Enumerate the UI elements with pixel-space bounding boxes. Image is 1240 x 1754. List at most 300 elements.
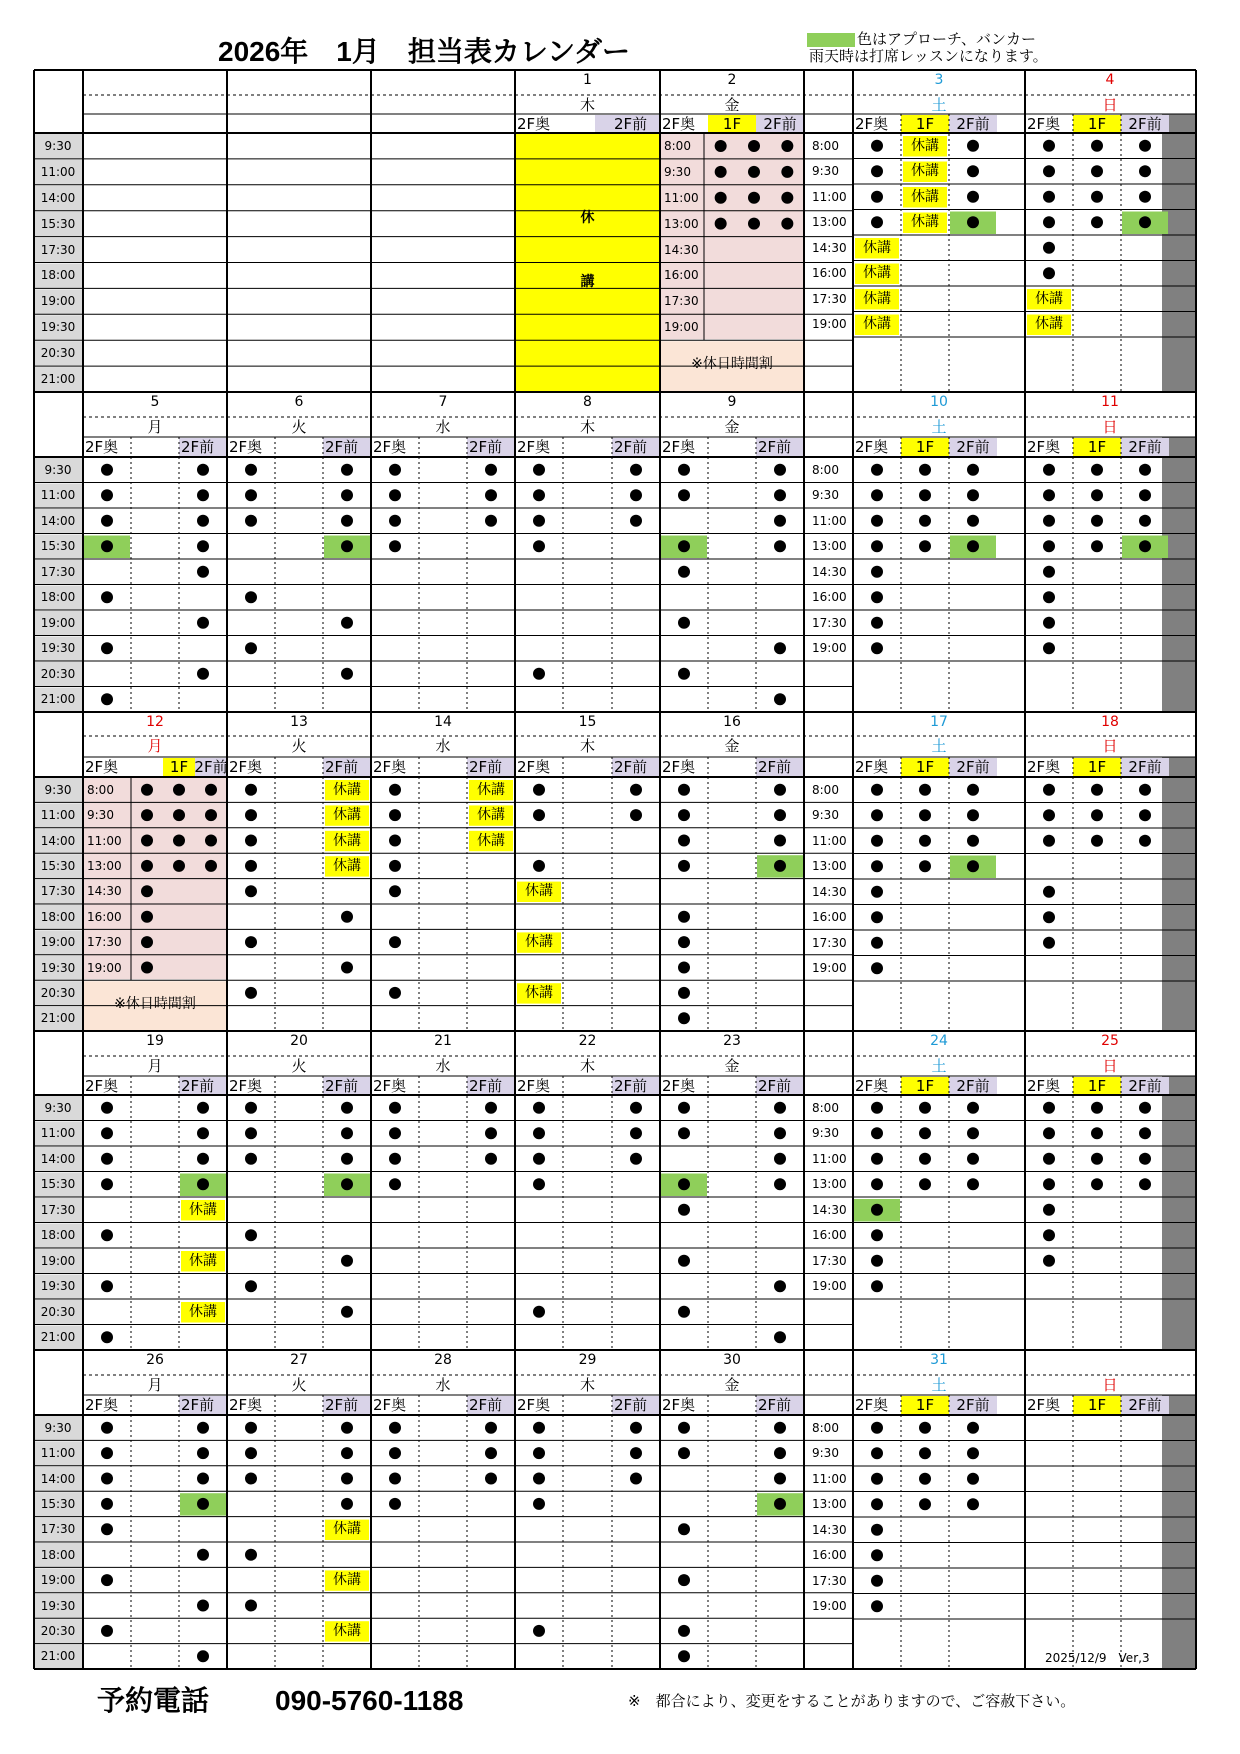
- lesson-dot: [1091, 540, 1103, 552]
- lesson-dot: [245, 1127, 257, 1139]
- lesson-dot: [871, 1153, 883, 1165]
- lesson-dot: [919, 1178, 931, 1190]
- day-number: 15: [578, 714, 597, 730]
- lesson-dot: [141, 860, 153, 872]
- weekend-time: 13:00: [812, 539, 847, 554]
- lesson-dot: [774, 1127, 786, 1139]
- lesson-dot: [245, 489, 257, 501]
- lesson-dot: [341, 668, 353, 680]
- lesson-dot: [1043, 267, 1055, 279]
- weekday-label: 水: [435, 1057, 451, 1075]
- time-label: 11:00: [40, 808, 76, 823]
- time-label: 18:00: [40, 1228, 76, 1243]
- lesson-dot: [1043, 242, 1055, 254]
- kyu-label: 休講: [911, 163, 939, 180]
- kyu-label: 休講: [863, 239, 891, 256]
- lesson-dot: [774, 1280, 786, 1292]
- weekday-label: 火: [291, 1057, 307, 1075]
- oku-header: 2F奥: [1027, 438, 1061, 456]
- holiday-note: ※休日時間割: [114, 995, 196, 1012]
- lesson-dot: [1139, 1102, 1151, 1114]
- lesson-dot: [533, 1473, 545, 1485]
- kyu-label: 休講: [189, 1303, 217, 1320]
- day-number: 2: [727, 72, 737, 88]
- lesson-dot: [1043, 835, 1055, 847]
- lesson-dot: [678, 784, 690, 796]
- lesson-dot: [774, 1473, 786, 1485]
- lesson-dot: [1043, 591, 1055, 603]
- oku-header: 2F奥: [662, 758, 696, 776]
- lesson-dot: [485, 489, 497, 501]
- lesson-dot: [774, 642, 786, 654]
- kyu-label: 休講: [525, 883, 553, 900]
- day-number: 16: [723, 714, 741, 730]
- lesson-dot: [389, 936, 401, 948]
- day-number: 12: [146, 714, 164, 730]
- weekday-label: 木: [579, 1376, 595, 1394]
- weekend-time: 11:00: [812, 1471, 847, 1486]
- sun-weekday: 日: [1102, 96, 1118, 114]
- mae-header: 2F前: [614, 438, 648, 456]
- mae-header: 2F前: [181, 1396, 215, 1414]
- special-time: 16:00: [87, 909, 122, 924]
- lesson-dot: [1091, 165, 1103, 177]
- oku-header: 2F奥: [229, 758, 263, 776]
- oku-header: 2F奥: [85, 1396, 119, 1414]
- lesson-dot: [678, 1650, 690, 1662]
- time-label: 18:00: [40, 909, 76, 924]
- weekday-label: 火: [291, 1376, 307, 1394]
- mae-header: 2F前: [614, 1077, 648, 1095]
- lesson-dot: [1139, 489, 1151, 501]
- oku-header: 2F奥: [855, 1396, 889, 1414]
- lesson-dot: [871, 1280, 883, 1292]
- weekend-time: 17:30: [812, 1253, 847, 1268]
- f1-header: 1F: [915, 438, 935, 456]
- sun-day-number: 18: [1101, 714, 1119, 730]
- oku-header: 2F奥: [373, 1396, 407, 1414]
- time-label: 21:00: [40, 1649, 76, 1664]
- lesson-dot: [245, 936, 257, 948]
- lesson-dot: [533, 489, 545, 501]
- sat-day-number: 10: [930, 394, 948, 410]
- lesson-dot: [1043, 165, 1055, 177]
- weekday-label: 金: [724, 737, 740, 755]
- lesson-dot: [774, 1498, 786, 1510]
- lesson-dot: [205, 860, 217, 872]
- day-number: 20: [290, 1033, 308, 1049]
- lesson-dot: [919, 464, 931, 476]
- lesson-dot: [197, 1600, 209, 1612]
- oku-header: 2F奥: [1027, 1077, 1061, 1095]
- lesson-dot: [774, 693, 786, 705]
- lesson-dot: [341, 617, 353, 629]
- closed-column: [1162, 757, 1195, 1031]
- lesson-dot: [197, 1650, 209, 1662]
- lesson-dot: [1091, 1153, 1103, 1165]
- lesson-dot: [1139, 1127, 1151, 1139]
- lesson-dot: [389, 1178, 401, 1190]
- lesson-dot: [1139, 140, 1151, 152]
- lesson-dot: [341, 1473, 353, 1485]
- closed-column: [1162, 1395, 1195, 1669]
- lesson-dot: [678, 489, 690, 501]
- lesson-dot: [630, 784, 642, 796]
- mae-header: 2F前: [956, 1396, 990, 1414]
- lesson-dot: [678, 1523, 690, 1535]
- lesson-dot: [919, 784, 931, 796]
- lesson-dot: [967, 515, 979, 527]
- closed-column: [1162, 114, 1195, 392]
- lesson-dot: [389, 1102, 401, 1114]
- lesson-dot: [389, 1473, 401, 1485]
- lesson-dot: [533, 1447, 545, 1459]
- time-label: 14:00: [40, 1151, 76, 1166]
- lesson-dot: [533, 1625, 545, 1637]
- lesson-dot: [1091, 784, 1103, 796]
- lesson-dot: [871, 617, 883, 629]
- lesson-dot: [774, 1178, 786, 1190]
- lesson-dot: [748, 140, 760, 152]
- lesson-dot: [774, 784, 786, 796]
- mae-header: 2F前: [758, 1077, 792, 1095]
- f1-header: 1F: [915, 115, 935, 133]
- lesson-dot: [341, 1306, 353, 1318]
- time-label: 11:00: [40, 164, 76, 179]
- lesson-dot: [715, 166, 727, 178]
- lesson-dot: [485, 464, 497, 476]
- oku-header: 2F奥: [517, 438, 551, 456]
- oku-header: 2F奥: [855, 1077, 889, 1095]
- lesson-dot: [197, 1422, 209, 1434]
- lesson-dot: [871, 937, 883, 949]
- special-time: 14:30: [87, 884, 122, 899]
- lesson-dot: [1091, 140, 1103, 152]
- weekend-time: 16:00: [812, 590, 847, 605]
- time-label: 21:00: [40, 1330, 76, 1345]
- closed-column: [1162, 1076, 1195, 1350]
- lesson-dot: [967, 1127, 979, 1139]
- sat-weekday: 土: [931, 737, 947, 755]
- f1-header: 1F: [915, 1077, 935, 1095]
- lesson-dot: [341, 911, 353, 923]
- lesson-dot: [678, 1127, 690, 1139]
- lesson-dot: [919, 1102, 931, 1114]
- weekday-label: 月: [147, 418, 163, 436]
- weekday-label: 金: [724, 1376, 740, 1394]
- mae-header: 2F前: [758, 438, 792, 456]
- lesson-dot: [533, 1306, 545, 1318]
- lesson-dot: [205, 835, 217, 847]
- page-title: 2026年 1月 担当表カレンダー: [218, 36, 631, 67]
- time-label: 19:00: [40, 615, 76, 630]
- kyu-label: 休講: [333, 1521, 361, 1538]
- time-label: 19:00: [40, 1573, 76, 1588]
- lesson-dot: [967, 464, 979, 476]
- lesson-dot: [748, 218, 760, 230]
- lesson-dot: [871, 1549, 883, 1561]
- lesson-dot: [774, 860, 786, 872]
- weekend-time: 9:30: [812, 1126, 839, 1141]
- lesson-dot: [245, 464, 257, 476]
- mae-header: 2F前: [758, 758, 792, 776]
- time-label: 15:30: [40, 539, 76, 554]
- oku-header: 2F奥: [229, 1396, 263, 1414]
- lesson-dot: [774, 1422, 786, 1434]
- lesson-dot: [1091, 835, 1103, 847]
- weekend-time: 17:30: [812, 291, 847, 306]
- lesson-dot: [678, 835, 690, 847]
- lesson-dot: [715, 140, 727, 152]
- weekend-time: 17:30: [812, 1573, 847, 1588]
- sat-day-number: 3: [934, 72, 944, 88]
- lesson-dot: [341, 1178, 353, 1190]
- lesson-dot: [678, 1204, 690, 1216]
- special-time: 8:00: [87, 782, 114, 797]
- lesson-dot: [871, 1178, 883, 1190]
- time-label: 9:30: [44, 462, 72, 477]
- oku-header: 2F奥: [1027, 758, 1061, 776]
- time-label: 20:30: [40, 1304, 76, 1319]
- lesson-dot: [245, 1600, 257, 1612]
- mae-header: 2F前: [614, 115, 648, 133]
- lesson-dot: [1139, 464, 1151, 476]
- sat-weekday: 土: [931, 1057, 947, 1075]
- weekend-time: 9:30: [812, 1446, 839, 1461]
- time-label: 21:00: [40, 1011, 76, 1026]
- f1-header: 1F: [1087, 1396, 1107, 1414]
- time-label: 20:30: [40, 985, 76, 1000]
- lesson-dot: [245, 1153, 257, 1165]
- lesson-dot: [1091, 216, 1103, 228]
- phone-number[interactable]: 090-5760-1188: [275, 1685, 464, 1716]
- lesson-dot: [919, 1498, 931, 1510]
- lesson-dot: [774, 515, 786, 527]
- mae-header: 2F前: [956, 758, 990, 776]
- lesson-dot: [1043, 566, 1055, 578]
- lesson-dot: [1043, 911, 1055, 923]
- lesson-dot: [1139, 515, 1151, 527]
- weekend-time: 19:00: [812, 961, 847, 976]
- kyu-label: 休講: [333, 832, 361, 849]
- oku-header: 2F奥: [517, 1396, 551, 1414]
- oku-header: 2F奥: [85, 758, 119, 776]
- time-label: 19:00: [40, 935, 76, 950]
- weekend-time: 11:00: [812, 513, 847, 528]
- lesson-dot: [533, 1102, 545, 1114]
- lesson-dot: [245, 1422, 257, 1434]
- sun-weekday: 日: [1102, 418, 1118, 436]
- weekend-time: 8:00: [812, 138, 839, 153]
- day-number: 21: [434, 1033, 452, 1049]
- f1-header: 1F: [915, 758, 935, 776]
- oku-header: 2F奥: [229, 1077, 263, 1095]
- weekday-label: 木: [579, 737, 595, 755]
- lesson-dot: [1043, 784, 1055, 796]
- lesson-dot: [141, 885, 153, 897]
- lesson-dot: [341, 540, 353, 552]
- lesson-dot: [871, 642, 883, 654]
- lesson-dot: [1091, 1178, 1103, 1190]
- lesson-dot: [967, 1473, 979, 1485]
- lesson-dot: [967, 1178, 979, 1190]
- lesson-dot: [341, 515, 353, 527]
- lesson-dot: [245, 784, 257, 796]
- weekend-time: 19:00: [812, 1599, 847, 1614]
- kyu-label: 休講: [189, 1201, 217, 1218]
- day-number: 30: [723, 1352, 741, 1368]
- day-number: 23: [723, 1033, 741, 1049]
- weekend-time: 9:30: [812, 488, 839, 503]
- time-label: 19:00: [40, 1253, 76, 1268]
- lesson-dot: [871, 860, 883, 872]
- lesson-dot: [1043, 191, 1055, 203]
- lesson-dot: [389, 515, 401, 527]
- weekend-time: 9:30: [812, 808, 839, 823]
- lesson-dot: [678, 464, 690, 476]
- lesson-dot: [871, 1229, 883, 1241]
- day-number: 13: [290, 714, 308, 730]
- mae-header: 2F前: [956, 115, 990, 133]
- holiday-char-1: 休: [580, 209, 595, 226]
- kyu-label: 休講: [525, 984, 553, 1001]
- lesson-dot: [485, 1153, 497, 1165]
- mae-header: 2F前: [614, 758, 648, 776]
- day-number: 9: [727, 394, 737, 410]
- weekday-label: 月: [147, 737, 163, 755]
- lesson-dot: [485, 1447, 497, 1459]
- kyu-label: 休講: [911, 188, 939, 205]
- lesson-dot: [678, 962, 690, 974]
- mae-header: 2F前: [181, 438, 215, 456]
- weekend-time: 11:00: [812, 189, 847, 204]
- lesson-dot: [485, 1422, 497, 1434]
- lesson-dot: [630, 1447, 642, 1459]
- kyu-label: 休講: [863, 316, 891, 333]
- special-time: 14:30: [664, 242, 699, 257]
- lesson-dot: [967, 784, 979, 796]
- lesson-dot: [678, 1422, 690, 1434]
- time-label: 11:00: [40, 1126, 76, 1141]
- lesson-dot: [678, 1102, 690, 1114]
- lesson-dot: [871, 1600, 883, 1612]
- special-time: 17:30: [664, 294, 699, 309]
- time-label: 9:30: [44, 1100, 72, 1115]
- lesson-dot: [967, 1102, 979, 1114]
- lesson-dot: [1043, 1229, 1055, 1241]
- sat-day-number: 31: [930, 1352, 948, 1368]
- mae-header: 2F前: [325, 758, 359, 776]
- lesson-dot: [630, 489, 642, 501]
- weekday-label: 水: [435, 418, 451, 436]
- lesson-dot: [871, 886, 883, 898]
- lesson-dot: [341, 1422, 353, 1434]
- weekend-time: 14:30: [812, 1522, 847, 1537]
- lesson-dot: [781, 166, 793, 178]
- lesson-dot: [1139, 191, 1151, 203]
- time-label: 15:30: [40, 216, 76, 231]
- lesson-dot: [919, 540, 931, 552]
- lesson-dot: [678, 1178, 690, 1190]
- day-number: 1: [583, 72, 592, 88]
- kyu-label: 休講: [333, 781, 361, 798]
- lesson-dot: [141, 962, 153, 974]
- lesson-dot: [774, 489, 786, 501]
- f1-header: 1F: [169, 758, 189, 776]
- lesson-dot: [197, 668, 209, 680]
- time-label: 20:30: [40, 346, 76, 361]
- lesson-dot: [1139, 784, 1151, 796]
- lesson-dot: [197, 1473, 209, 1485]
- time-label: 19:30: [40, 1279, 76, 1294]
- lesson-dot: [1043, 464, 1055, 476]
- time-label: 20:30: [40, 1623, 76, 1638]
- lesson-dot: [533, 860, 545, 872]
- kyu-label: 休講: [525, 934, 553, 951]
- lesson-dot: [1043, 642, 1055, 654]
- lesson-dot: [389, 885, 401, 897]
- oku-header: 2F奥: [85, 438, 119, 456]
- lesson-dot: [1091, 1102, 1103, 1114]
- oku-header: 2F奥: [855, 758, 889, 776]
- lesson-dot: [389, 1447, 401, 1459]
- mae-header: 2F前: [181, 1077, 215, 1095]
- lesson-dot: [1043, 1153, 1055, 1165]
- weekend-time: 17:30: [812, 615, 847, 630]
- lesson-dot: [197, 1127, 209, 1139]
- lesson-dot: [1043, 1127, 1055, 1139]
- lesson-dot: [774, 809, 786, 821]
- lesson-dot: [1091, 515, 1103, 527]
- lesson-dot: [245, 1229, 257, 1241]
- lesson-dot: [245, 591, 257, 603]
- day-number: 27: [290, 1352, 308, 1368]
- special-time: 13:00: [664, 216, 699, 231]
- lesson-dot: [967, 1422, 979, 1434]
- lesson-dot: [1043, 937, 1055, 949]
- lesson-dot: [871, 784, 883, 796]
- lesson-dot: [967, 1498, 979, 1510]
- lesson-dot: [678, 617, 690, 629]
- kyu-label: 休講: [477, 832, 505, 849]
- lesson-dot: [205, 809, 217, 821]
- lesson-dot: [967, 489, 979, 501]
- sun-day-number: 4: [1105, 72, 1115, 88]
- time-label: 15:30: [40, 1496, 76, 1511]
- weekday-label: 木: [579, 418, 595, 436]
- lesson-dot: [341, 1102, 353, 1114]
- lesson-dot: [389, 987, 401, 999]
- lesson-dot: [919, 1153, 931, 1165]
- mae-header: 2F前: [763, 115, 797, 133]
- lesson-dot: [533, 1178, 545, 1190]
- weekend-time: 13:00: [812, 215, 847, 230]
- lesson-dot: [1043, 540, 1055, 552]
- legend-line-1: 色はアプローチ、バンカー: [857, 30, 1036, 48]
- lesson-dot: [774, 1447, 786, 1459]
- time-label: 17:30: [40, 1522, 76, 1537]
- lesson-dot: [678, 860, 690, 872]
- weekday-label: 月: [147, 1057, 163, 1075]
- day-number: 8: [583, 394, 592, 410]
- lesson-dot: [389, 489, 401, 501]
- time-label: 14:00: [40, 513, 76, 528]
- lesson-dot: [715, 218, 727, 230]
- lesson-dot: [1139, 1153, 1151, 1165]
- mae-header: 2F前: [1128, 1077, 1162, 1095]
- lesson-dot: [197, 1178, 209, 1190]
- f1-header: 1F: [722, 115, 742, 133]
